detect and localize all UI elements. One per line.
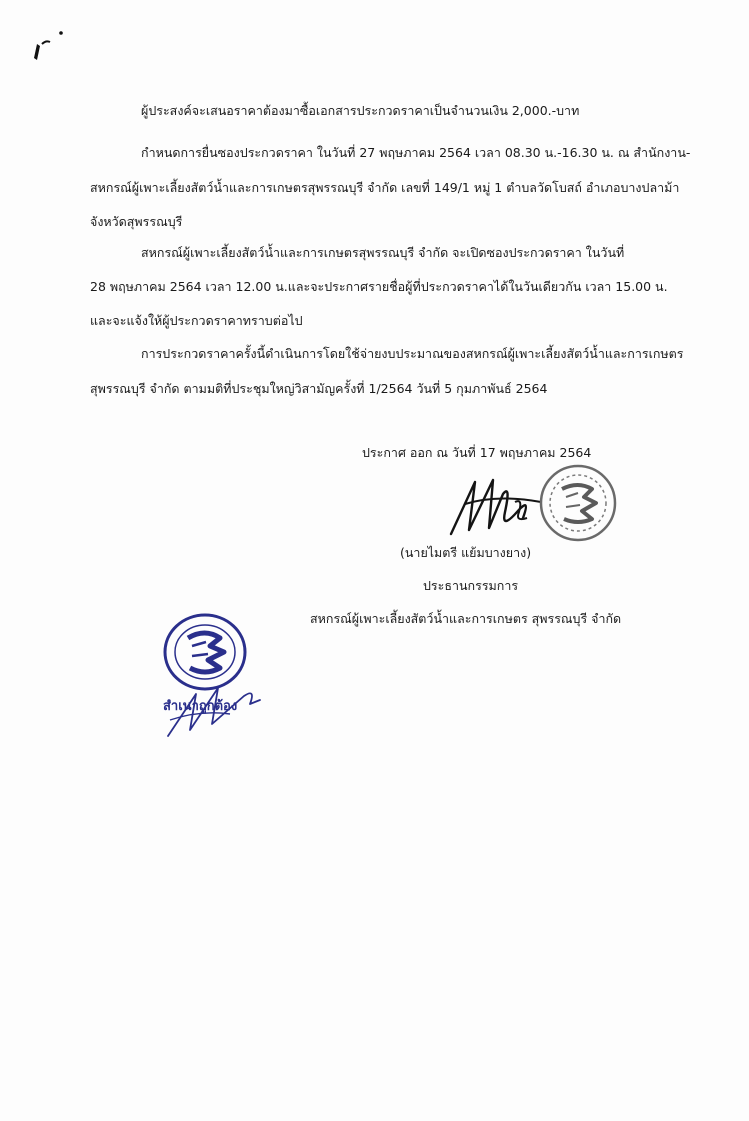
signer-name: (นายไมตรี แย้มบางยาง)	[400, 545, 532, 560]
ink-mark-icon	[28, 30, 68, 66]
paragraph-3-line-3: และจะแจ้งให้ผู้ประกวดราคาทราบต่อไป	[90, 313, 303, 328]
signer-position: ประธานกรรมการ	[423, 578, 519, 593]
announce-date: ประกาศ ออก ณ วันที่ 17 พฤษภาคม 2564	[362, 445, 592, 460]
paragraph-2-line-2: สหกรณ์ผู้เพาะเลี้ยงสัตว์น้ำและการเกษตรสุพรรณบุรี จำกัด เลขที่ 149/1 หมู่ 1 ตำบลวัดโบสถ์ อำเภอบางปลาม้า	[90, 180, 680, 195]
stamp-signature-icon	[160, 680, 270, 740]
paragraph-1-line-1: ผู้ประสงค์จะเสนอราคาต้องมาซื้อเอกสารประกวดราคาเป็นจำนวนเงิน 2,000.-บาท	[141, 103, 580, 118]
signer-organization: สหกรณ์ผู้เพาะเลี้ยงสัตว์น้ำและการเกษตร สุพรรณบุรี จำกัด	[310, 611, 622, 626]
paragraph-2-line-1: กำหนดการยื่นซองประกวดราคา ในวันที่ 27 พฤษภาคม 2564 เวลา 08.30 น.-16.30 น. ณ สำนักงาน-	[141, 145, 691, 160]
paragraph-4-line-1: การประกวดราคาครั้งนี้ดำเนินการโดยใช้จ่ายงบประมาณของสหกรณ์ผู้เพาะเลี้ยงสัตว์น้ำและการเกษตร	[141, 346, 684, 361]
certified-copy-stamp: สำเนาถูกต้อง	[163, 699, 238, 714]
paragraph-4-line-2: สุพรรณบุรี จำกัด ตามมติที่ประชุมใหญ่วิสามัญครั้งที่ 1/2564 วันที่ 5 กุมภาพันธ์ 2564	[90, 381, 548, 396]
paragraph-2-line-3: จังหวัดสุพรรณบุรี	[90, 214, 183, 229]
cooperative-seal-icon	[538, 463, 618, 543]
paragraph-3-line-2: 28 พฤษภาคม 2564 เวลา 12.00 น.และจะประกาศรายชื่อผู้ที่ประกวดราคาได้ในวันเดียวกัน เวลา 15.00 น.	[90, 279, 668, 294]
paragraph-3-line-1: สหกรณ์ผู้เพาะเลี้ยงสัตว์น้ำและการเกษตรสุพรรณบุรี จำกัด จะเปิดซองประกวดราคา ในวันที่	[141, 245, 625, 260]
